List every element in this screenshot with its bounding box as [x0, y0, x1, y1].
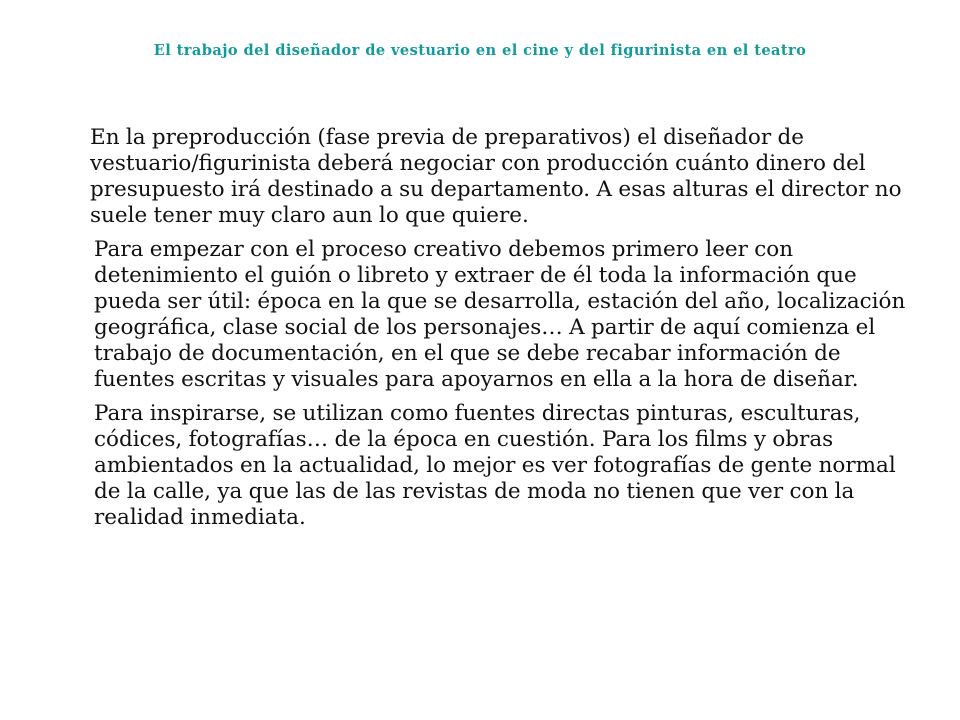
- paragraph-preproduction: En la preproducción (fase previa de preparativos) el diseñador de vestuario/figurinista deberá negociar con producción cuánto dinero del presupuesto irá destinado a su departamento. A esas alturas el director no suele tener muy claro aun lo que quiere.: [90, 125, 902, 228]
- slide-title: El trabajo del diseñador de vestuario en el cine y del figurinista en el teatro: [153, 42, 807, 59]
- paragraph-inspiration: Para inspirarse, se utilizan como fuentes directas pinturas, esculturas, códices, fotografías… de la época en cuestión. Para los films y obras ambientados en la actualidad, lo mejor es ver fotografías de gente normal de la calle, ya que las de las revistas de moda no tienen que ver con la realidad inmediata.: [94, 401, 896, 530]
- paragraph-creative-process: Para empezar con el proceso creativo debemos primero leer con detenimiento el guión o libreto y extraer de él toda la información que pueda ser útil: época en la que se desarrolla, estación del año, localización geográfica, clase social de los personajes… A partir de aquí comienza el trabajo de documentación, en el que se debe recabar información de fuentes escritas y visuales para apoyarnos en ella a la hora de diseñar.: [94, 237, 906, 392]
- slide-body: [88, 125, 918, 539]
